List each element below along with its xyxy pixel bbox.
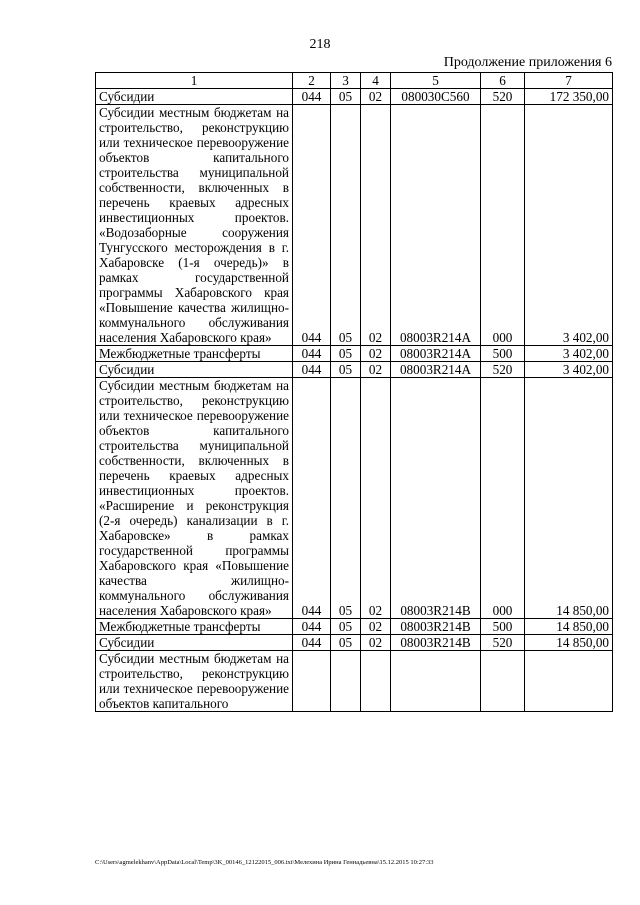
- row-value-cell: 520: [481, 635, 525, 651]
- row-name-cell: Субсидии: [96, 89, 293, 105]
- row-value-cell: 044: [293, 105, 331, 346]
- row-value-cell: 044: [293, 378, 331, 619]
- row-value-cell: 044: [293, 362, 331, 378]
- row-value-cell: 08003R214А: [391, 346, 481, 362]
- header-cell: 1: [96, 73, 293, 89]
- table-row: [96, 635, 613, 651]
- row-value-cell: [391, 651, 481, 712]
- row-value-cell: 000: [481, 378, 525, 619]
- row-value-cell: 05: [331, 378, 361, 619]
- row-name-cell: Субсидии местным бюджетам на строительство, реконструкцию или техническое перевооружение объектов капитального: [96, 651, 293, 712]
- table-row: [96, 378, 613, 619]
- header-cell: 7: [525, 73, 613, 89]
- header-cell: 6: [481, 73, 525, 89]
- table-header-row: [96, 73, 613, 89]
- row-value-cell: 05: [331, 635, 361, 651]
- row-value-cell: 02: [361, 635, 391, 651]
- table-row: [96, 89, 613, 105]
- row-value-cell: 14 850,00: [525, 635, 613, 651]
- table-row: [96, 651, 613, 712]
- row-value-cell: 500: [481, 346, 525, 362]
- row-value-cell: 000: [481, 105, 525, 346]
- row-value-cell: 02: [361, 346, 391, 362]
- header-cell: 3: [331, 73, 361, 89]
- row-name-cell: Межбюджетные трансферты: [96, 346, 293, 362]
- header-cell: 5: [391, 73, 481, 89]
- row-value-cell: 500: [481, 619, 525, 635]
- row-value-cell: 02: [361, 378, 391, 619]
- row-name-cell: Субсидии местным бюджетам на строительство, реконструкцию или техническое перевооружение объектов капитального строительства муниципальной собственности, включенных в перечень краевых адресных инвестиционных проектов. «Расширение и реконструкция (2-я очередь) канализации в г. Хабаровске» в рамках государственной программы Хабаровского края «Повышение качества жилищно-коммунального обслуживания населения Хабаровского края»: [96, 378, 293, 619]
- row-value-cell: 08003R214В: [391, 635, 481, 651]
- row-name-cell: Субсидии: [96, 362, 293, 378]
- row-value-cell: 08003R214А: [391, 362, 481, 378]
- budget-table: [95, 72, 613, 712]
- row-value-cell: 05: [331, 362, 361, 378]
- row-value-cell: 044: [293, 89, 331, 105]
- page-number: 218: [309, 37, 331, 52]
- row-value-cell: 3 402,00: [525, 346, 613, 362]
- row-value-cell: [331, 651, 361, 712]
- footer-file-path: C:\Users\agmelekhanv\AppData\Local\Temp\3K_00146_12122015_006.txt\Мелехина Ирина Геннадьевна\15.12.2015 10:27:33: [95, 859, 434, 866]
- row-value-cell: 044: [293, 619, 331, 635]
- row-value-cell: 044: [293, 635, 331, 651]
- row-value-cell: 05: [331, 619, 361, 635]
- header-cell: 4: [361, 73, 391, 89]
- table-row: [96, 346, 613, 362]
- row-value-cell: 08003R214В: [391, 378, 481, 619]
- header-cell: 2: [293, 73, 331, 89]
- row-value-cell: 3 402,00: [525, 105, 613, 346]
- row-value-cell: 520: [481, 362, 525, 378]
- row-name-cell: Субсидии: [96, 635, 293, 651]
- row-value-cell: 05: [331, 346, 361, 362]
- table-row: [96, 362, 613, 378]
- row-value-cell: [361, 651, 391, 712]
- row-value-cell: 520: [481, 89, 525, 105]
- table-row: [96, 105, 613, 346]
- row-value-cell: 02: [361, 89, 391, 105]
- row-value-cell: 3 402,00: [525, 362, 613, 378]
- row-value-cell: 14 850,00: [525, 378, 613, 619]
- row-value-cell: 080030С560: [391, 89, 481, 105]
- row-name-cell: Межбюджетные трансферты: [96, 619, 293, 635]
- row-value-cell: 02: [361, 362, 391, 378]
- row-value-cell: 02: [361, 619, 391, 635]
- row-value-cell: 08003R214В: [391, 619, 481, 635]
- table-row: [96, 619, 613, 635]
- row-value-cell: [481, 651, 525, 712]
- row-value-cell: 05: [331, 105, 361, 346]
- row-value-cell: 044: [293, 346, 331, 362]
- row-value-cell: 14 850,00: [525, 619, 613, 635]
- row-value-cell: [525, 651, 613, 712]
- row-value-cell: 08003R214А: [391, 105, 481, 346]
- continuation-title: Продолжение приложения 6: [443, 55, 612, 70]
- row-value-cell: 05: [331, 89, 361, 105]
- row-value-cell: 172 350,00: [525, 89, 613, 105]
- row-value-cell: 02: [361, 105, 391, 346]
- row-name-cell: Субсидии местным бюджетам на строительство, реконструкцию или техническое перевооружение объектов капитального строительства муниципальной собственности, включенных в перечень краевых адресных инвестиционных проектов. «Водозаборные сооружения Тунгусского месторождения в г. Хабаровске (1-я очередь)» в рамках государственной программы Хабаровского края «Повышение качества жилищно-коммунального обслуживания населения Хабаровского края»: [96, 105, 293, 346]
- row-value-cell: [293, 651, 331, 712]
